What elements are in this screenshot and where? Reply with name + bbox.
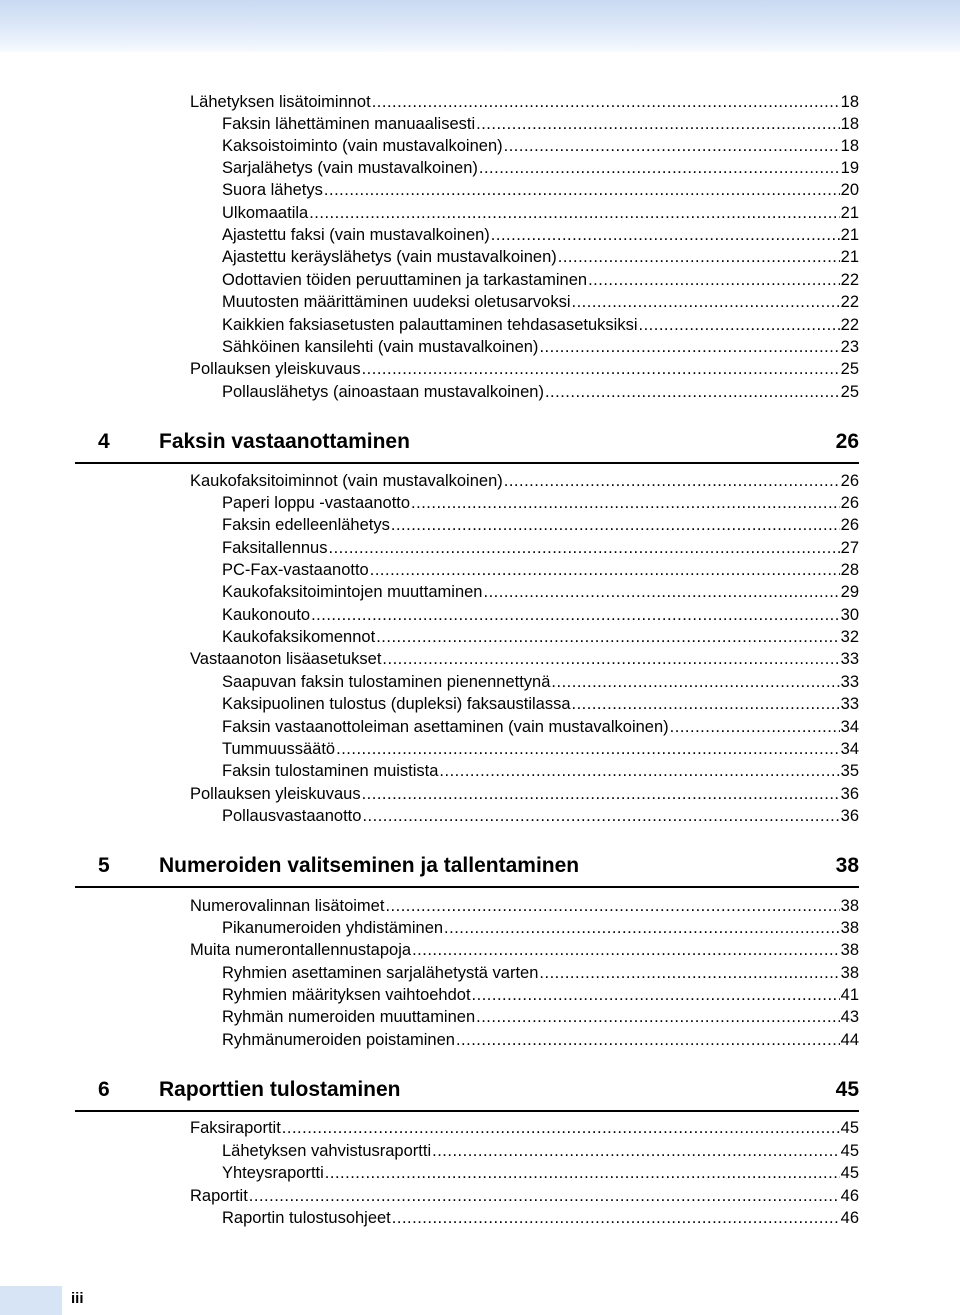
toc-entry-title: Pollausvastaanotto	[222, 807, 362, 825]
toc-entry-title: Pollauksen yleiskuvaus	[190, 785, 361, 803]
chapter-page: 38	[835, 854, 859, 877]
toc-entry[interactable]	[222, 805, 859, 827]
dot-leader	[504, 470, 840, 492]
toc-entry-page: 45	[840, 1119, 859, 1137]
toc-entry-page: 43	[840, 1008, 859, 1026]
dot-leader	[309, 202, 839, 224]
toc-entry-title: Kaksoistoiminto (vain mustavalkoinen)	[222, 137, 503, 155]
toc-entry-page: 21	[840, 226, 859, 244]
chapter-title: Faksin vastaanottaminen	[159, 430, 410, 453]
dot-leader	[545, 381, 840, 403]
toc-entry-page: 26	[840, 516, 859, 534]
toc-entry[interactable]	[222, 381, 859, 403]
toc-entry-title: Sähköinen kansilehti (vain mustavalkoinen)	[222, 338, 539, 356]
footer-tab	[0, 1286, 62, 1315]
page-number: iii	[71, 1290, 84, 1307]
toc-entry[interactable]	[222, 157, 859, 179]
toc-entry-title: Faksiraportit	[190, 1119, 281, 1137]
dot-leader	[479, 157, 840, 179]
toc-entry-title: Kaukonouto	[222, 606, 311, 624]
toc-entry-page: 21	[840, 204, 859, 222]
chapter-number: 4	[98, 430, 110, 453]
toc-entry-page: 33	[840, 673, 859, 691]
toc-entry[interactable]	[222, 135, 859, 157]
toc-entry[interactable]	[222, 246, 859, 268]
toc-entry-title: Kaikkien faksiasetusten palauttaminen tehdasasetuksiksi	[222, 316, 638, 334]
dot-leader	[382, 648, 839, 670]
dot-leader	[444, 917, 840, 939]
header-band	[0, 0, 960, 52]
toc-entry-page: 38	[840, 941, 859, 959]
toc-entry-title: Kaukofaksitoiminnot (vain mustavalkoinen)	[190, 472, 503, 490]
chapter-page: 45	[835, 1078, 859, 1101]
toc-entry-page: 25	[840, 383, 859, 401]
chapter-title: Raporttien tulostaminen	[159, 1078, 401, 1101]
chapter-title: Numeroiden valitseminen ja tallentaminen	[159, 854, 580, 877]
dot-leader	[539, 962, 839, 984]
toc-entry-title: Pollauslähetys (ainoastaan mustavalkoinen)	[222, 383, 544, 401]
toc-entry-page: 45	[840, 1164, 859, 1182]
toc-entry-title: Suora lähetys	[222, 181, 323, 199]
toc-entry-page: 23	[840, 338, 859, 356]
toc-entry-title: Odottavien töiden peruuttaminen ja tarkastaminen	[222, 271, 588, 289]
toc-entry-title: Pikanumeroiden yhdistäminen	[222, 919, 444, 937]
dot-leader	[411, 492, 840, 514]
dot-leader	[392, 1207, 840, 1229]
chapter-number: 6	[98, 1078, 110, 1101]
toc-entry-title: Yhteysraportti	[222, 1164, 324, 1182]
chapter-page: 26	[835, 430, 859, 453]
dot-leader	[456, 1029, 840, 1051]
dot-leader	[362, 358, 840, 380]
toc-entry-title: Sarjalähetys (vain mustavalkoinen)	[222, 159, 478, 177]
toc-entry-title: Kaksipuolinen tulostus (dupleksi) faksaustilassa	[222, 695, 571, 713]
toc-entry-title: PC-Fax-vastaanotto	[222, 561, 369, 579]
toc-entry-title: Muita numerontallennustapoja	[190, 941, 412, 959]
toc-entry[interactable]	[222, 604, 859, 626]
toc-entry[interactable]	[190, 358, 859, 380]
toc-entry[interactable]	[190, 1117, 859, 1139]
dot-leader	[476, 113, 840, 135]
toc-entry[interactable]	[222, 984, 859, 1006]
toc-entry[interactable]	[222, 514, 859, 536]
toc-entry[interactable]	[222, 626, 859, 648]
toc-entry-page: 33	[840, 650, 859, 668]
toc-entry-title: Raportit	[190, 1187, 248, 1205]
toc-entry-page: 46	[840, 1187, 859, 1205]
dot-leader	[483, 581, 839, 603]
toc-entry[interactable]	[190, 939, 859, 961]
dot-leader	[376, 626, 839, 648]
toc-entry-title: Faksin tulostaminen muistista	[222, 762, 439, 780]
toc-entry-page: 27	[840, 539, 859, 557]
toc-entry-page: 34	[840, 718, 859, 736]
toc-entry-title: Ryhmänumeroiden poistaminen	[222, 1031, 455, 1049]
toc-entry[interactable]	[222, 492, 859, 514]
dot-leader	[372, 91, 840, 113]
toc-entry-page: 19	[840, 159, 859, 177]
toc-entry-title: Ajastettu keräyslähetys (vain mustavalkoinen)	[222, 248, 557, 266]
toc-entry-page: 26	[840, 472, 859, 490]
toc-entry-title: Vastaanoton lisäasetukset	[190, 650, 382, 668]
toc-entry-title: Faksin vastaanottoleiman asettaminen (vain mustavalkoinen)	[222, 718, 669, 736]
toc-entry-page: 36	[840, 785, 859, 803]
toc-entry[interactable]	[222, 113, 859, 135]
toc-entry[interactable]	[222, 962, 859, 984]
toc-entry[interactable]	[222, 1006, 859, 1028]
dot-leader	[504, 135, 840, 157]
toc-entry[interactable]	[222, 738, 859, 760]
toc-entry[interactable]	[222, 760, 859, 782]
toc-entry-title: Saapuvan faksin tulostaminen pienennettynä	[222, 673, 551, 691]
dot-leader	[539, 336, 839, 358]
toc-entry-title: Ryhmien asettaminen sarjalähetystä varten	[222, 964, 539, 982]
dot-leader	[325, 1162, 840, 1184]
toc-entry-page: 33	[840, 695, 859, 713]
toc-entry-title: Ryhmien määrityksen vaihtoehdot	[222, 986, 471, 1004]
toc-entry-title: Faksin lähettäminen manuaalisesti	[222, 115, 476, 133]
toc-entry-page: 32	[840, 628, 859, 646]
toc-entry-title: Faksin edelleenlähetys	[222, 516, 390, 534]
dot-leader	[558, 246, 840, 268]
toc-entry-page: 18	[840, 93, 859, 111]
toc-entry[interactable]	[222, 1029, 859, 1051]
dot-leader	[432, 1140, 840, 1162]
toc-entry-page: 22	[840, 316, 859, 334]
dot-leader	[336, 738, 840, 760]
chapter-heading[interactable]	[75, 1070, 859, 1112]
toc-entry-page: 20	[840, 181, 859, 199]
toc-entry-page: 38	[840, 919, 859, 937]
toc-entry-page: 38	[840, 964, 859, 982]
toc-entry-title: Kaukofaksikomennot	[222, 628, 376, 646]
toc-entry[interactable]	[222, 202, 859, 224]
dot-leader	[282, 1117, 840, 1139]
dot-leader	[551, 671, 839, 693]
toc-entry-page: 30	[840, 606, 859, 624]
toc-entry-title: Numerovalinnan lisätoimet	[190, 897, 385, 915]
dot-leader	[491, 224, 840, 246]
dot-leader	[391, 514, 840, 536]
toc-entry-title: Muutosten määrittäminen uudeksi oletusarvoksi	[222, 293, 571, 311]
dot-leader	[385, 895, 839, 917]
toc-entry[interactable]	[222, 559, 859, 581]
toc-entry-title: Ulkomaatila	[222, 204, 309, 222]
toc-entry-page: 38	[840, 897, 859, 915]
dot-leader	[670, 716, 840, 738]
toc-entry-page: 26	[840, 494, 859, 512]
toc-entry-title: Tummuussäätö	[222, 740, 336, 758]
dot-leader	[439, 760, 839, 782]
toc-entry[interactable]	[222, 581, 859, 603]
toc-entry-page: 18	[840, 115, 859, 133]
dot-leader	[362, 783, 840, 805]
toc-entry-page: 44	[840, 1031, 859, 1049]
toc-entry-page: 35	[840, 762, 859, 780]
toc-entry-page: 22	[840, 271, 859, 289]
toc-entry[interactable]	[222, 1162, 859, 1184]
toc-entry[interactable]	[222, 1207, 859, 1229]
toc-entry-page: 45	[840, 1142, 859, 1160]
toc-entry-title: Lähetyksen vahvistusraportti	[222, 1142, 432, 1160]
toc-entry[interactable]	[190, 1185, 859, 1207]
toc-entry[interactable]	[222, 1140, 859, 1162]
toc-entry-page: 28	[840, 561, 859, 579]
chapter-number: 5	[98, 854, 110, 877]
toc-entry-page: 22	[840, 293, 859, 311]
dot-leader	[476, 1006, 840, 1028]
toc-entry[interactable]	[222, 224, 859, 246]
toc-entry[interactable]	[222, 693, 859, 715]
chapter-heading[interactable]	[75, 846, 859, 888]
toc-entry-title: Raportin tulostusohjeet	[222, 1209, 391, 1227]
dot-leader	[572, 291, 840, 313]
dot-leader	[328, 537, 839, 559]
toc-entry[interactable]	[222, 269, 859, 291]
toc-entry-page: 18	[840, 137, 859, 155]
dot-leader	[588, 269, 840, 291]
toc-entry[interactable]	[190, 895, 859, 917]
toc-entry-title: Faksitallennus	[222, 539, 328, 557]
toc-entry-page: 36	[840, 807, 859, 825]
toc-entry[interactable]	[190, 470, 859, 492]
dot-leader	[370, 559, 840, 581]
toc-entry-title: Ajastettu faksi (vain mustavalkoinen)	[222, 226, 490, 244]
toc-entry[interactable]	[222, 179, 859, 201]
toc-entry-title: Ryhmän numeroiden muuttaminen	[222, 1008, 476, 1026]
chapter-heading[interactable]	[75, 422, 859, 464]
toc-entry[interactable]	[222, 537, 859, 559]
dot-leader	[572, 693, 840, 715]
toc-entry[interactable]	[222, 314, 859, 336]
dot-leader	[472, 984, 840, 1006]
toc-entry[interactable]	[222, 671, 859, 693]
toc-entry[interactable]	[222, 291, 859, 313]
dot-leader	[362, 805, 839, 827]
dot-leader	[249, 1185, 840, 1207]
toc-entry-page: 34	[840, 740, 859, 758]
toc-entry-title: Pollauksen yleiskuvaus	[190, 360, 361, 378]
toc-entry[interactable]	[190, 783, 859, 805]
toc-entry[interactable]	[222, 336, 859, 358]
toc-entry-page: 41	[840, 986, 859, 1004]
toc-entry-title: Kaukofaksitoimintojen muuttaminen	[222, 583, 483, 601]
dot-leader	[311, 604, 840, 626]
toc-entry-title: Lähetyksen lisätoiminnot	[190, 93, 371, 111]
toc-entry-page: 46	[840, 1209, 859, 1227]
toc-entry-page: 25	[840, 360, 859, 378]
toc-entry[interactable]	[222, 917, 859, 939]
dot-leader	[639, 314, 840, 336]
toc-entry[interactable]	[222, 716, 859, 738]
dot-leader	[324, 179, 840, 201]
toc-entry-page: 21	[840, 248, 859, 266]
toc-entry-page: 29	[840, 583, 859, 601]
dot-leader	[412, 939, 840, 961]
toc-entry[interactable]	[190, 91, 859, 113]
toc-entry[interactable]	[190, 648, 859, 670]
toc-entry-title: Paperi loppu -vastaanotto	[222, 494, 411, 512]
